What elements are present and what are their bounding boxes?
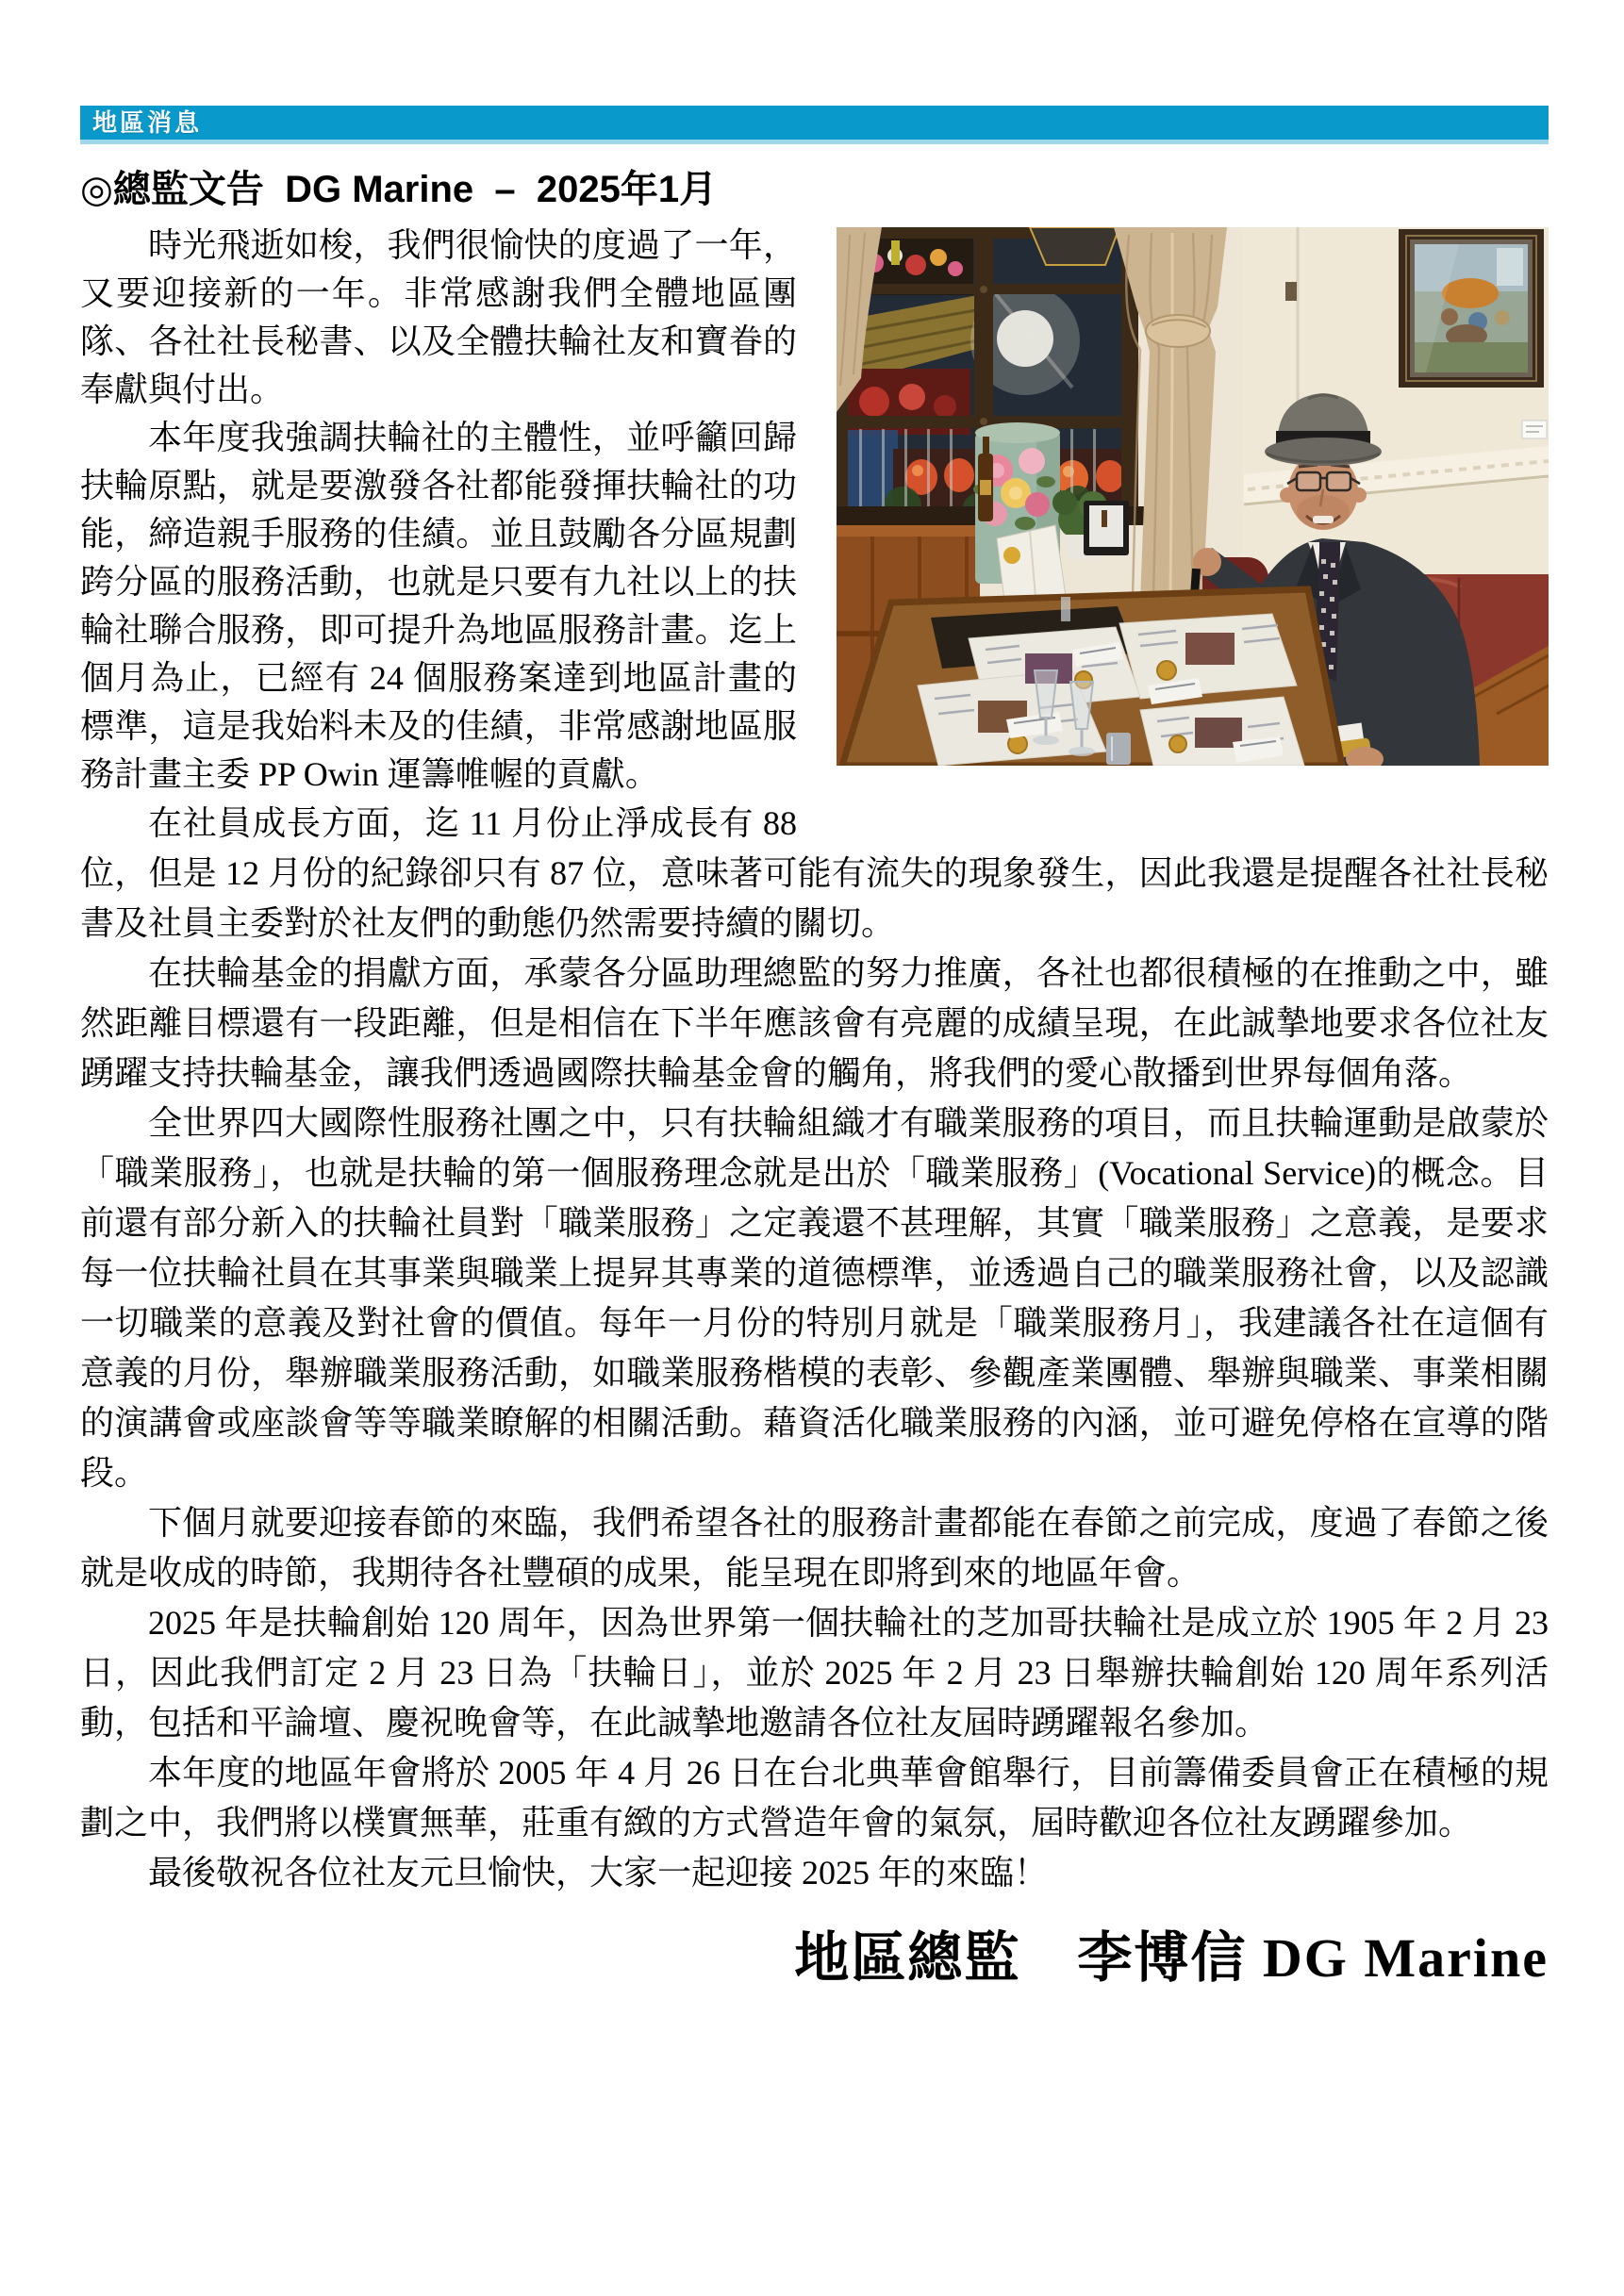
framed-painting xyxy=(1399,229,1544,388)
photo-illustration xyxy=(837,227,1549,766)
paragraph: 下個月就要迎接春節的來臨，我們希望各社的服務計畫都能在春節之前完成，度過了春節之後就是收成的時節，我期待各社豐碩的成果，能呈現在即將到來的地區年會。 xyxy=(80,1504,1549,1592)
dining-table xyxy=(842,589,1342,766)
lamp-shade xyxy=(1030,227,1119,265)
photo-dg-marine xyxy=(837,227,1549,766)
paragraph: 時光飛逝如梭，我們很愉快的度過了一年，又要迎接新的一年。非常感謝我們全體地區團隊、各社社長秘書、以及全體扶輪社友和寶眷的奉獻與付出。 xyxy=(80,226,797,408)
paragraph: 全世界四大國際性服務社團之中，只有扶輪組織才有職業服務的項目，而且扶輪運動是啟蒙於「職業服務」，也就是扶輪的第一個服務理念就是出於「職業服務」(Vocational Service)的概念。目前還有部分新入的扶輪社員對「職業服務」之定義還不甚理解，其實「職業服務」之意義，是要求每一位扶輪社員在其事業與職業上提昇其專業的道德標準，並透過自己的職業服務社會，以及認識一切職業的意義及對社會的價值。每年一月份的特別月就是「職業服務月」，我建議各社在這個有意義的月份，舉辦職業服務活動，如職業服務楷模的表彰、參觀產業團體、舉辦與職業、事業相關的演講會或座談會等等職業瞭解的相關活動。藉資活化職業服務的內涵，並可避免停格在宣導的階段。 xyxy=(80,1104,1549,1492)
wall-label xyxy=(1522,421,1547,438)
article-body-full xyxy=(80,799,1549,1898)
paragraph: 本年度的地區年會將於 2005 年 4 月 26 日在台北典華會館舉行，目前籌備委員會正在積極的規劃之中，我們將以樸實無華，莊重有緻的方式營造年會的氣氛，屆時歡迎各位社友踴躍參加。 xyxy=(80,1754,1549,1842)
paragraph: 2025 年是扶輪創始 120 周年，因為世界第一個扶輪社的芝加哥扶輪社是成立於 1905 年 2 月 23 日，因此我們訂定 2 月 23 日為「扶輪日」，並於 2025 年 2 月 23 日舉辦扶輪創始 120 周年系列活動，包括和平論壇、慶祝晚會等，在此誠摯地邀請各位社友屆時踴躍報名參加。 xyxy=(80,1604,1549,1742)
signature-line: 地區總監 李博信 DG Marine xyxy=(794,1927,1549,1989)
paragraph: 在扶輪基金的捐獻方面，承蒙各分區助理總監的努力推廣，各社也都很積極的在推動之中，雖然距離目標還有一段距離，但是相信在下半年應該會有亮麗的成績呈現，在此誠摯地要求各位社友踴躍支持扶輪基金，讓我們透過國際扶輪基金會的觸角，將我們的愛心散播到世界每個角落。 xyxy=(80,954,1549,1092)
paragraph: 最後敬祝各位社友元旦愉快，大家一起迎接 2025 年的來臨！ xyxy=(148,1854,1049,1891)
section-header-label: 地區消息 xyxy=(92,108,203,137)
paragraph: 在社員成長方面，迄 11 月份止淨成長有 88 位，但是 12 月份的紀錄卻只有 87 位，意味著可能有流失的現象發生，因此我還是提醒各社社長秘書及社員主委對於社友們的動態仍然需要持續的關切。 xyxy=(80,804,1549,942)
paragraph: 本年度我強調扶輪社的主體性，並呼籲回歸扶輪原點，就是要激發各社都能發揮扶輪社的功能，締造親手服務的佳績。並且鼓勵各分區規劃跨分區的服務活動，也就是只要有九社以上的扶輪社聯合服務，即可提升為地區服務計畫。迄上個月為止，已經有 24 個服務案達到地區計畫的標準，這是我始料未及的佳績，非常感謝地區服務計畫主委 PP Owin 運籌帷幄的貢獻。 xyxy=(80,419,797,793)
article-body-wrapped xyxy=(80,222,1549,799)
section-header-bar xyxy=(80,106,1549,144)
newsletter-page xyxy=(80,106,1549,1994)
page-title: ◎總監文告 DG Marine – 2025年1月 xyxy=(80,169,718,210)
